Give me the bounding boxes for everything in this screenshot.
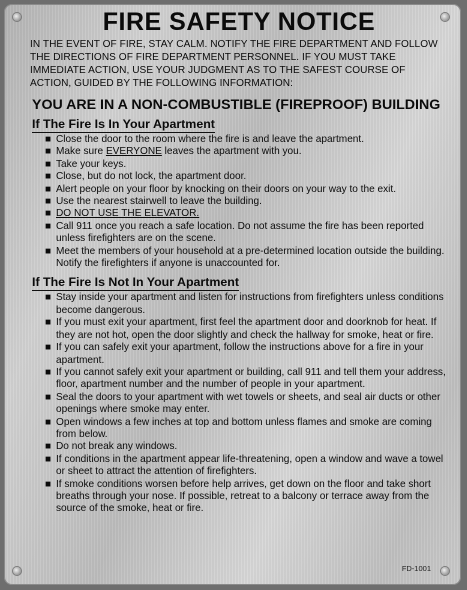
section-list-not-in-apartment bbox=[30, 292, 448, 515]
bullet-icon: ■ bbox=[45, 220, 52, 232]
list-item: ■ If smoke conditions worsen before help arrives, get down on the floor and take short breaths through your nose. If possible, retreat to a balcony or terrace away from the source of the smoke, heat or fire. bbox=[45, 478, 431, 515]
bullet-icon: ■ bbox=[45, 366, 52, 378]
list-item: ■ Meet the members of your household at a pre-determined location outside the building. Notify the firefighters if anyone is unaccounted for. bbox=[45, 245, 445, 270]
list-item: ■ Open windows a few inches at top and bottom unless flames and smoke are coming from below. bbox=[45, 416, 432, 440]
fire-safety-sign bbox=[4, 4, 461, 585]
mounting-hole-icon bbox=[441, 567, 449, 575]
mounting-hole-icon bbox=[13, 567, 21, 575]
bullet-icon: ■ bbox=[45, 146, 52, 158]
list-item: ■ Stay inside your apartment and listen for instructions from firefighters unless conditions become dangerous. bbox=[45, 292, 444, 316]
bullet-icon: ■ bbox=[45, 292, 52, 304]
sign-content bbox=[30, 8, 448, 516]
bullet-icon: ■ bbox=[45, 158, 52, 170]
bullet-icon: ■ bbox=[45, 342, 52, 354]
bullet-icon: ■ bbox=[45, 317, 52, 329]
bullet-icon: ■ bbox=[45, 441, 52, 453]
section-list-in-apartment bbox=[30, 134, 448, 270]
bullet-icon: ■ bbox=[45, 416, 52, 428]
intro-text: IN THE EVENT OF FIRE, STAY CALM. NOTIFY THE FIRE DEPARTMENT AND FOLLOW THE DIRECTIONS OF FIRE DEPARTMENT PERSONNEL. IF YOU MUST TAKE IMMEDIATE ACTION, USE YOUR JUDGMENT AS TO THE SAFEST COURSE OF ACTION, GUIDED BY THE FOLLOWING INFORMATION: bbox=[30, 39, 438, 89]
bullet-icon: ■ bbox=[45, 245, 52, 257]
section-heading-in-apartment: If The Fire Is In Your Apartment bbox=[32, 117, 215, 131]
no-elevator-warning: DO NOT USE THE ELEVATOR. bbox=[56, 208, 200, 220]
sign-code: FD-1001 bbox=[401, 564, 431, 573]
list-item: ■ If you can safely exit your apartment, follow the instructions above for a fire in your apartment. bbox=[45, 342, 424, 366]
mounting-hole-icon bbox=[13, 13, 21, 21]
list-item bbox=[30, 208, 448, 220]
list-item: ■ Alert people on your floor by knocking on their doors on your way to the exit. bbox=[45, 183, 397, 195]
building-heading: YOU ARE IN A NON-COMBUSTIBLE (FIREPROOF) BUILDING bbox=[32, 97, 441, 113]
list-item: ■ Make sure EVERYONE leaves the apartment with you. bbox=[45, 146, 302, 158]
list-item: ■ Take your keys. bbox=[45, 158, 127, 170]
list-item: ■ Use the nearest stairwell to leave the building. bbox=[45, 196, 262, 208]
list-item: ■ Seal the doors to your apartment with wet towels or sheets, and seal air ducts or other openings where smoke may enter. bbox=[45, 391, 441, 416]
bullet-icon: ■ bbox=[45, 391, 52, 403]
list-item: ■ If you must exit your apartment, first feel the apartment door and doorknob for heat. If they are not hot, open the door slightly and check the hallway for smoke, heat or fire. bbox=[45, 317, 437, 341]
list-item: ■ Close the door to the room where the fire is and leave the apartment. bbox=[45, 134, 365, 145]
sign-title: FIRE SAFETY NOTICE bbox=[102, 8, 376, 36]
bullet-icon: ■ bbox=[45, 134, 52, 145]
list-item: ■ If you cannot safely exit your apartment or building, call 911 and tell them your address, floor, apartment number and the number of people in your apartment. bbox=[45, 366, 446, 391]
bullet-icon: ■ bbox=[45, 183, 52, 195]
list-item: ■ If conditions in the apartment appear life-threatening, open a window and wave a towel or sheet to attract the attention of firefighters. bbox=[45, 453, 444, 478]
bullet-icon: ■ bbox=[45, 208, 52, 220]
list-item: ■ Call 911 once you reach a safe location. Do not assume the fire has been reported unless firefighters are on the scene. bbox=[45, 220, 424, 245]
bullet-icon: ■ bbox=[45, 453, 52, 465]
list-item: ■ Close, but do not lock, the apartment door. bbox=[45, 171, 247, 183]
bullet-icon: ■ bbox=[45, 196, 52, 208]
list-item: ■ Do not break any windows. bbox=[45, 441, 178, 453]
section-heading-not-in-apartment: If The Fire Is Not In Your Apartment bbox=[32, 275, 239, 290]
bullet-icon: ■ bbox=[45, 171, 52, 183]
everyone-emphasis: EVERYONE bbox=[105, 146, 162, 158]
bullet-icon: ■ bbox=[45, 478, 52, 490]
